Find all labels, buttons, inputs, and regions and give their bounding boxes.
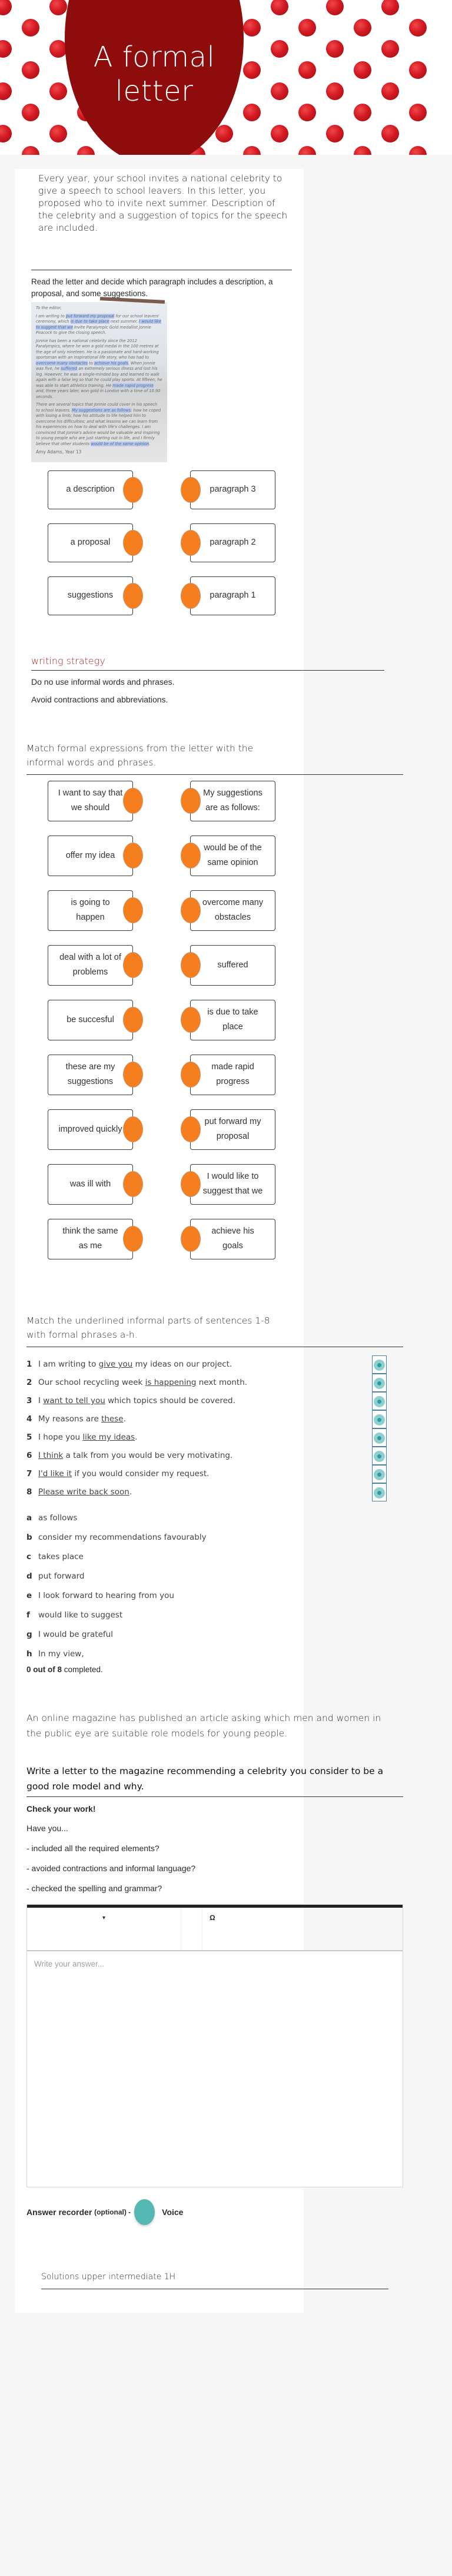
option-item[interactable]: b consider my recommendations favourably [26, 1532, 207, 1542]
match-row [26, 1000, 292, 1055]
title-line-1: A formal [93, 41, 215, 74]
polka-dot [326, 82, 344, 100]
connector-handle-right[interactable] [181, 477, 201, 503]
progress-status: 0 out of 8 completed. [26, 1665, 103, 1674]
polka-dot [22, 104, 39, 121]
sentence-row [26, 1392, 403, 1410]
match-item-right[interactable] [190, 523, 275, 562]
toolbar-spacer [181, 1908, 202, 1950]
match-item-left[interactable] [48, 1164, 133, 1205]
sentence-text: 3 I want to tell you which topics should be covered. [26, 1396, 235, 1405]
polka-dot [271, 82, 288, 100]
sentence-text: 6 I think a talk from you would be very motivating. [26, 1451, 233, 1460]
drop-target[interactable] [372, 1447, 387, 1465]
sentence-row [26, 1374, 403, 1392]
exercise3-instruction: Match the underlined informal parts of sentences 1-8 with formal phrases a-h. [26, 1315, 270, 1340]
letter-paragraph-2: Jonnie has been a national celebrity since the 2012 Paralympics, where he won a gold medal in the 100 metres at the age of only nineteen. He is a passionate and hard-working sportsman with an inspirational life story, who has had to overcome many obstacles to achieve his goals. When Jonnie was five, he suffered an extremely serious illness and lost his leg. However, he was a single-minded boy and learned to walk again with a false leg so that he could play sports. At fifteen, he was able to start athletics training. He made rapid progress and, three years later, won gold in London with a time of 10.90 seconds. [36, 338, 162, 399]
answer-input[interactable] [27, 1951, 403, 2187]
polka-dot [354, 104, 371, 121]
drop-target[interactable] [372, 1374, 387, 1392]
editor-toolbar [27, 1908, 403, 1951]
sentence-text: 8 Please write back soon. [26, 1487, 132, 1497]
option-item[interactable]: h In my view, [26, 1649, 84, 1659]
polka-dot [22, 19, 39, 37]
match-item-label: achieve his goals [211, 1226, 254, 1251]
match-item-right[interactable] [190, 781, 275, 821]
drop-target[interactable] [372, 1428, 387, 1447]
polka-dot [0, 40, 12, 58]
polka-dot [409, 61, 427, 79]
polka-dot [22, 146, 39, 155]
drop-target[interactable] [372, 1410, 387, 1428]
polka-dot [409, 104, 427, 121]
match-item-right[interactable] [190, 1055, 275, 1095]
polka-dot [215, 125, 233, 142]
sentence-row [26, 1483, 403, 1501]
connector-handle-right[interactable] [181, 843, 201, 868]
connector-handle-left[interactable] [123, 843, 143, 868]
polka-dot [77, 146, 95, 155]
letter-paragraph-3: There are several topics that Jonnie could cover in his speech to school leavers. My suggestions are as follows: how he coped with losing a limb; how his attitude to life helped him to overcome his difficulties; and what lessons we can learn from his experiences on how to deal with life's challenges. I am convinced that Jonnie's advice would be valuable and inspiring to young people who are just starting out in life, and I firmly believe that other students would be of the same opinion. [36, 402, 161, 446]
divider [26, 774, 403, 775]
sentence-row [26, 1447, 403, 1465]
match-item-label: was ill with [69, 1179, 111, 1189]
recorder-label: Answer recorder [26, 2207, 92, 2217]
match-item-left[interactable] [48, 576, 133, 615]
format-dropdown[interactable] [27, 1908, 181, 1950]
polka-dot [0, 0, 12, 15]
connector-handle-left[interactable] [123, 897, 143, 923]
match-row [26, 890, 292, 945]
option-list [26, 1509, 292, 1664]
match-row [26, 945, 292, 1000]
letter-salutation: To the editor, [36, 306, 62, 310]
match-exercise-2 [26, 781, 292, 1274]
page-title [65, 40, 244, 108]
record-button[interactable] [134, 2199, 155, 2225]
match-item-label: I want to say that we should [58, 788, 123, 813]
match-item-right[interactable] [190, 890, 275, 931]
recorder-optional: (optional) - [94, 2207, 131, 2216]
check-heading: Check your work! [26, 1803, 96, 1814]
match-row [26, 1164, 292, 1219]
match-item-label: suffered [217, 960, 248, 970]
letter-image [31, 302, 167, 462]
strategy-line-1: Do no use informal words and phrases. [31, 677, 175, 687]
voice-label: Voice [162, 2207, 184, 2217]
sentence-row [26, 1428, 403, 1447]
option-item[interactable]: g I would be grateful [26, 1629, 113, 1639]
match-item-label: deal with a lot of problems [59, 953, 121, 977]
connector-handle-left[interactable] [123, 1226, 143, 1252]
match-item-right[interactable] [190, 1164, 275, 1205]
match-row [26, 523, 292, 576]
divider [26, 1796, 403, 1797]
connector-handle-left[interactable] [123, 530, 143, 556]
option-item[interactable]: d put forward [26, 1571, 85, 1581]
connector-handle-left[interactable] [123, 788, 143, 814]
match-item-right[interactable] [190, 1219, 275, 1259]
connector-handle-right[interactable] [181, 1062, 201, 1088]
polka-dot [409, 19, 427, 37]
match-item-label: suggestions [67, 591, 114, 600]
polka-dot [326, 125, 344, 142]
task-prompt: Write a letter to the magazine recommending a celebrity you consider to be a good role model and why. [26, 1765, 384, 1792]
sentence-text: 7 I'd like it if you would consider my request. [26, 1469, 210, 1478]
polka-dot [381, 0, 399, 15]
sentence-text: 4 My reasons are these. [26, 1414, 126, 1424]
match-item-label: think the same as me [62, 1226, 118, 1251]
footer-text: Solutions upper intermediate 1H [41, 2272, 176, 2282]
match-row [26, 576, 292, 629]
polka-dot [298, 61, 316, 79]
match-item-left[interactable] [48, 781, 133, 821]
connector-handle-left[interactable] [123, 1171, 143, 1197]
intro-text: Every year, your school invites a national celebrity to give a speech to school leavers. In this letter, you proposed who to invite next summer. Description of the celebrity and a suggestion of topics for the speech are included. [38, 173, 288, 233]
match-item-label: a proposal [70, 538, 111, 547]
match-item-left[interactable] [48, 836, 133, 876]
polka-dot [354, 61, 371, 79]
connector-handle-right[interactable] [181, 788, 201, 814]
connector-handle-right[interactable] [181, 1171, 201, 1197]
polka-dot [271, 40, 288, 58]
match-item-left[interactable] [48, 1055, 133, 1095]
polka-dot [243, 61, 261, 79]
connector-handle-right[interactable] [181, 583, 201, 609]
connector-handle-right[interactable] [181, 1116, 201, 1142]
match-exercise-1 [26, 470, 292, 629]
polka-dot [298, 104, 316, 121]
polka-dot [381, 125, 399, 142]
match-item-right[interactable] [190, 836, 275, 876]
omega-icon: Ω [210, 1913, 215, 1922]
connector-handle-left[interactable] [123, 952, 143, 978]
connector-handle-right[interactable] [181, 1226, 201, 1252]
connector-handle-left[interactable] [123, 477, 143, 503]
special-character-button[interactable] [202, 1908, 215, 1950]
option-item[interactable]: a as follows [26, 1513, 78, 1523]
match-item-label: be succesful [67, 1015, 114, 1025]
connector-handle-right[interactable] [181, 897, 201, 923]
sentence-text: 5 I hope you like my ideas. [26, 1433, 138, 1442]
polka-dot [409, 146, 427, 155]
sentence-row [26, 1355, 403, 1374]
polka-dot [0, 125, 12, 142]
task-context: An online magazine has published an article asking which men and women in the public eye are suitable role models for young people. [26, 1712, 381, 1739]
match-item-right[interactable] [190, 470, 275, 509]
exercise1-instruction: Read the letter and decide which paragraph includes a description, a proposal, and some suggestions. [31, 277, 273, 298]
strategy-heading: writing strategy [31, 655, 105, 667]
option-item[interactable]: f would like to suggest [26, 1610, 123, 1620]
polka-dot [22, 61, 39, 79]
match-item-label: My suggestions are as follows: [203, 788, 262, 813]
polka-dot [298, 19, 316, 37]
match-item-label: paragraph 2 [210, 538, 256, 547]
match-item-label: paragraph 1 [210, 591, 256, 600]
connector-handle-right[interactable] [181, 530, 201, 556]
match-item-right[interactable] [190, 576, 275, 615]
drop-target[interactable] [372, 1392, 387, 1410]
match-row [26, 1219, 292, 1274]
match-row [26, 1109, 292, 1164]
polka-dot [298, 146, 316, 155]
polka-dot [271, 0, 288, 15]
match-row [26, 781, 292, 836]
sentence-row [26, 1465, 403, 1483]
connector-handle-left[interactable] [123, 583, 143, 609]
match-item-left[interactable] [48, 470, 133, 509]
drop-target[interactable] [372, 1465, 387, 1483]
polka-dot [326, 40, 344, 58]
match-item-left[interactable] [48, 1109, 133, 1150]
match-item-label: improved quickly [58, 1124, 122, 1134]
option-item[interactable]: c takes place [26, 1551, 84, 1561]
sentence-text: 1 I am writing to give you my ideas on our project. [26, 1360, 232, 1369]
polka-dot [354, 19, 371, 37]
polka-dot [326, 0, 344, 15]
cover-banner [0, 0, 452, 155]
match-item-label: put forward my proposal [204, 1117, 261, 1141]
polka-dot [381, 40, 399, 58]
exercise2-instruction: Match formal expressions from the letter with the informal words and phrases. [26, 742, 254, 768]
connector-handle-left[interactable] [123, 1116, 143, 1142]
chevron-down-icon: ▾ [102, 1914, 106, 1921]
sentence-text: 2 Our school recycling week is happening next month. [26, 1378, 248, 1387]
match-item-label: overcome many obstacles [202, 898, 264, 922]
connector-handle-right[interactable] [181, 952, 201, 978]
polka-dot [243, 19, 261, 37]
match-item-right[interactable] [190, 1109, 275, 1150]
connector-handle-right[interactable] [181, 1007, 201, 1033]
match-item-label: a description [66, 485, 115, 494]
drop-target[interactable] [372, 1483, 387, 1501]
match-item-label: offer my idea [65, 850, 115, 860]
connector-handle-left[interactable] [123, 1007, 143, 1033]
option-item[interactable]: e I look forward to hearing from you [26, 1590, 174, 1600]
title-line-2: letter [115, 75, 194, 108]
match-item-left[interactable] [48, 523, 133, 562]
match-item-left[interactable] [48, 1219, 133, 1259]
check-item-2: - avoided contractions and informal language? [26, 1863, 196, 1873]
drop-target[interactable] [372, 1355, 387, 1374]
polka-dot [271, 125, 288, 142]
match-item-label: would be of the same opinion [204, 843, 262, 867]
match-item-left[interactable] [48, 890, 133, 931]
match-item-label: paragraph 3 [210, 485, 256, 494]
strategy-line-2: Avoid contractions and abbreviations. [31, 694, 168, 704]
connector-handle-left[interactable] [123, 1062, 143, 1088]
answer-recorder [26, 2199, 292, 2225]
letter-paragraph-1: I am writing to put forward my proposal for our school leavers' ceremony, which is due to take place next summer. I would like to suggest that we invite Paralympic Gold medallist Jonnie Peacock to give the closing speech. [36, 313, 161, 335]
match-item-left[interactable] [48, 1000, 133, 1040]
answer-editor [26, 1904, 403, 2187]
polka-dot [243, 104, 261, 121]
match-item-label: is due to take place [207, 1007, 258, 1032]
polka-dot [243, 146, 261, 155]
match-item-label: made rapid progress [211, 1062, 254, 1086]
match-item-label: these are my suggestions [65, 1062, 115, 1086]
divider [31, 670, 384, 671]
match-row [26, 470, 292, 523]
match-item-left[interactable] [48, 945, 133, 986]
have-you-text: Have you... [26, 1823, 68, 1833]
polka-dot [49, 0, 67, 15]
match-item-label: is going to happen [71, 898, 110, 922]
polka-dot [0, 82, 12, 100]
match-item-label: I would like to suggest that we [202, 1172, 263, 1196]
polka-dot [49, 125, 67, 142]
polka-dot [381, 82, 399, 100]
check-item-1: - included all the required elements? [26, 1843, 159, 1853]
sentence-list [26, 1355, 403, 1501]
match-item-right[interactable] [190, 945, 275, 986]
check-item-3: - checked the spelling and grammar? [26, 1883, 162, 1893]
sentence-row [26, 1410, 403, 1428]
match-row [26, 1055, 292, 1109]
match-row [26, 836, 292, 890]
match-item-right[interactable] [190, 1000, 275, 1040]
polka-dot [354, 146, 371, 155]
worksheet-card [15, 169, 384, 2313]
letter-signature: Amy Adams, Year 13 [36, 449, 82, 455]
